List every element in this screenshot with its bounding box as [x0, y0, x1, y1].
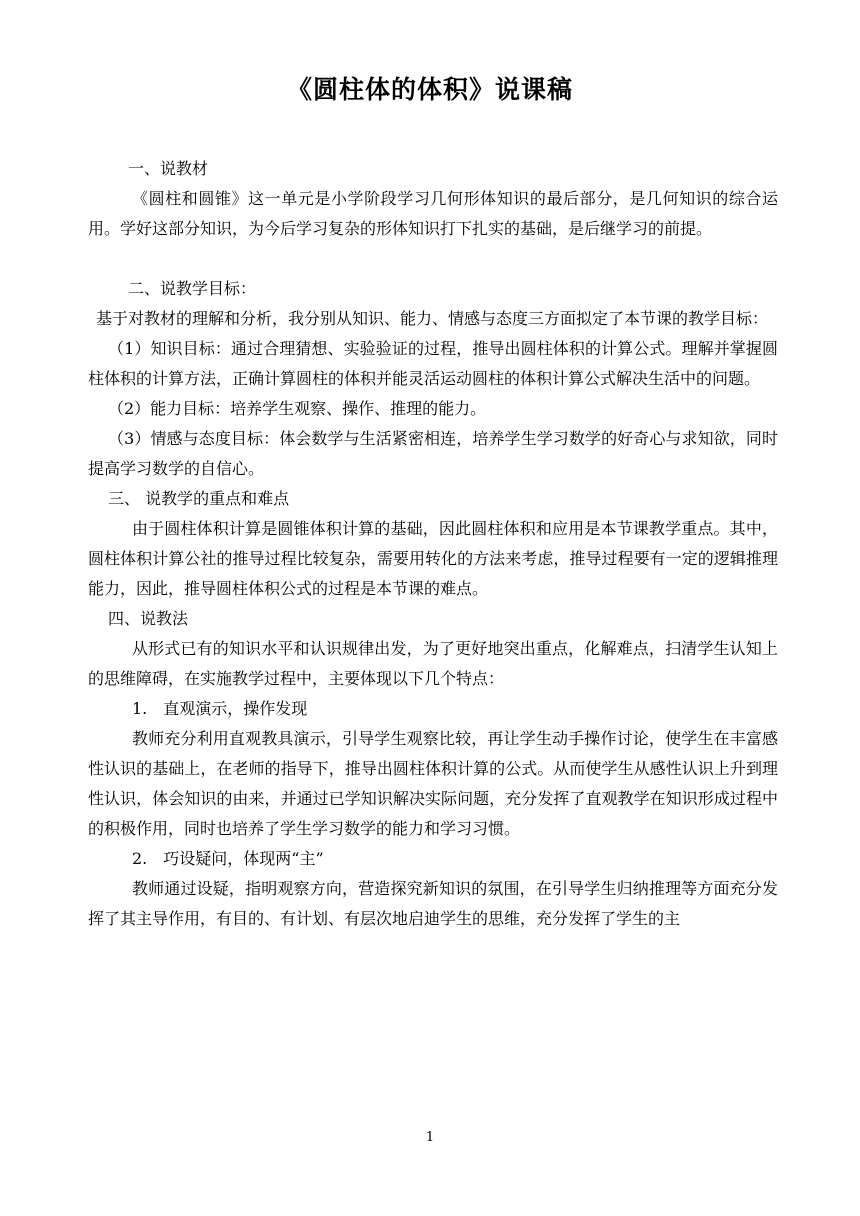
page-number: 1	[425, 1130, 435, 1145]
paragraph: 《圆柱和圆锥》这一单元是小学阶段学习几何形体知识的最后部分，是几何知识的综合运用。学好这部分知识，为今后学习复杂的形体知识打下扎实的基础，是后继学习的前提。	[88, 189, 778, 238]
goal-item-1: （1）知识目标：通过合理猜想、实验验证的过程，推导出圆柱体积的计算公式。理解并掌握圆柱体积的计算方法，正确计算圆柱的体积并能灵活运动圆柱的体积计算公式解决生活中的问题。	[88, 339, 778, 388]
paragraph: 教师充分利用直观教具演示，引导学生观察比较，再让学生动手操作讨论，使学生在丰富感性认识的基础上，在老师的指导下，推导出圆柱体积计算的公式。从而使学生从感性认识上升到理性认识，体会知识的由来，并通过已学知识解决实际问题，充分发挥了直观教学在知识形成过程中的积极作用，同时也培养了学生学习数学的能力和学习习惯。	[88, 729, 778, 838]
goal-item-3: （3）情感与态度目标：体会数学与生活紧密相连，培养学生学习数学的好奇心与求知欲，同时提高学习数学的自信心。	[88, 429, 778, 478]
section-heading-1: 一、说教材	[128, 159, 209, 178]
paragraph: 由于圆柱体积计算是圆锥体积计算的基础，因此圆柱体积和应用是本节课教学重点。其中，圆柱体积计算公社的推导过程比较复杂，需要用转化的方法来考虑，推导过程要有一定的逻辑推理能力，因此，推导圆柱体积公式的过程是本节课的难点。	[88, 519, 778, 598]
subheading-2: 2. 巧设疑问，体现两“主”	[132, 849, 324, 868]
paragraph: 基于对教材的理解和分析，我分别从知识、能力、情感与态度三方面拟定了本节课的教学目标：	[96, 309, 769, 328]
paragraph: 从形式已有的知识水平和认识规律出发，为了更好地突出重点，化解难点，扫清学生认知上的思维障碍，在实施教学过程中，主要体现以下几个特点：	[88, 639, 778, 688]
document-body	[88, 154, 778, 934]
section-heading-2: 二、说教学目标：	[128, 279, 257, 298]
goal-item-2: （2）能力目标：培养学生观察、操作、推理的能力。	[108, 399, 487, 418]
section-heading-3: 三、 说教学的重点和难点	[108, 489, 290, 508]
paragraph: 教师通过设疑，指明观察方向，营造探究新知识的氛围，在引导学生归纳推理等方面充分发挥了其主导作用，有目的、有计划、有层次地启迪学生的思维，充分发挥了学生的主	[88, 879, 778, 928]
subheading-1: 1. 直观演示，操作发现	[132, 699, 308, 718]
spacer	[88, 244, 778, 274]
section-heading-4: 四、说教法	[108, 609, 189, 628]
document-title: 《圆柱体的体积》说课稿	[286, 75, 573, 104]
